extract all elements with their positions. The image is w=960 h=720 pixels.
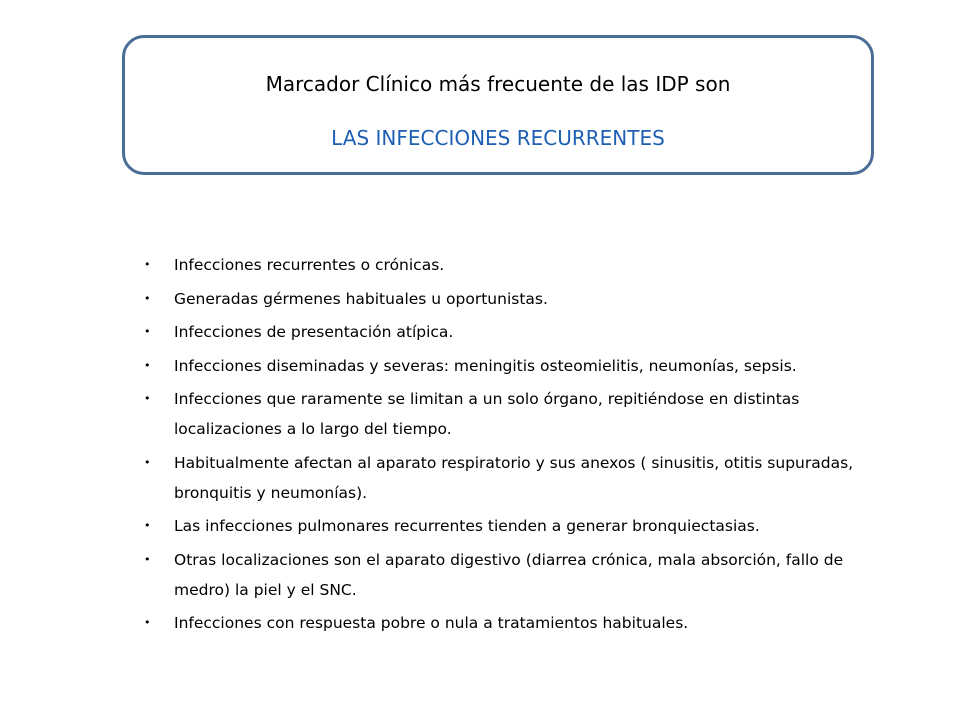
list-item-text: Infecciones diseminadas y severas: meningitis osteomielitis, neumonías, sepsis. — [174, 356, 797, 375]
list-item-text: Generadas gérmenes habituales u oportunistas. — [174, 289, 548, 308]
bullet-icon: • — [144, 358, 151, 372]
title-line-2: LAS INFECCIONES RECURRENTES — [331, 126, 665, 150]
list-item — [144, 608, 884, 638]
title-box — [122, 35, 874, 175]
bullet-icon: • — [144, 455, 151, 469]
bullet-icon: • — [144, 392, 151, 405]
bullet-icon: • — [144, 258, 151, 271]
title-line-1: Marcador Clínico más frecuente de las IDP son — [265, 72, 731, 96]
list-item — [144, 384, 884, 444]
bullet-icon: • — [144, 325, 151, 338]
bullet-icon: • — [144, 519, 151, 532]
list-item-text: Otras localizaciones son el aparato digestivo (diarrea crónica, mala absorción, fallo de medro) la piel y el SNC. — [174, 550, 844, 599]
bullet-icon: • — [144, 552, 151, 566]
list-item-text: Infecciones recurrentes o crónicas. — [174, 256, 445, 274]
list-item — [144, 545, 884, 605]
bullet-icon: • — [144, 616, 151, 629]
list-item — [144, 250, 884, 280]
list-item-text: Infecciones con respuesta pobre o nula a tratamientos habituales. — [174, 614, 689, 632]
bullet-list — [144, 250, 884, 642]
bullet-icon: • — [144, 291, 151, 305]
list-item — [144, 284, 884, 314]
list-item — [144, 317, 884, 347]
list-item-text: Infecciones de presentación atípica. — [174, 323, 454, 341]
list-item — [144, 448, 884, 508]
list-item — [144, 511, 884, 541]
list-item-text: Habitualmente afectan al aparato respiratorio y sus anexos ( sinusitis, otitis supuradas, bronquitis y neumonías). — [174, 453, 854, 502]
list-item-text: Las infecciones pulmonares recurrentes tienden a generar bronquiectasias. — [174, 517, 760, 535]
list-item-text: Infecciones que raramente se limitan a un solo órgano, repitiéndose en distintas localizaciones a lo largo del tiempo. — [174, 390, 800, 438]
list-item — [144, 351, 884, 381]
